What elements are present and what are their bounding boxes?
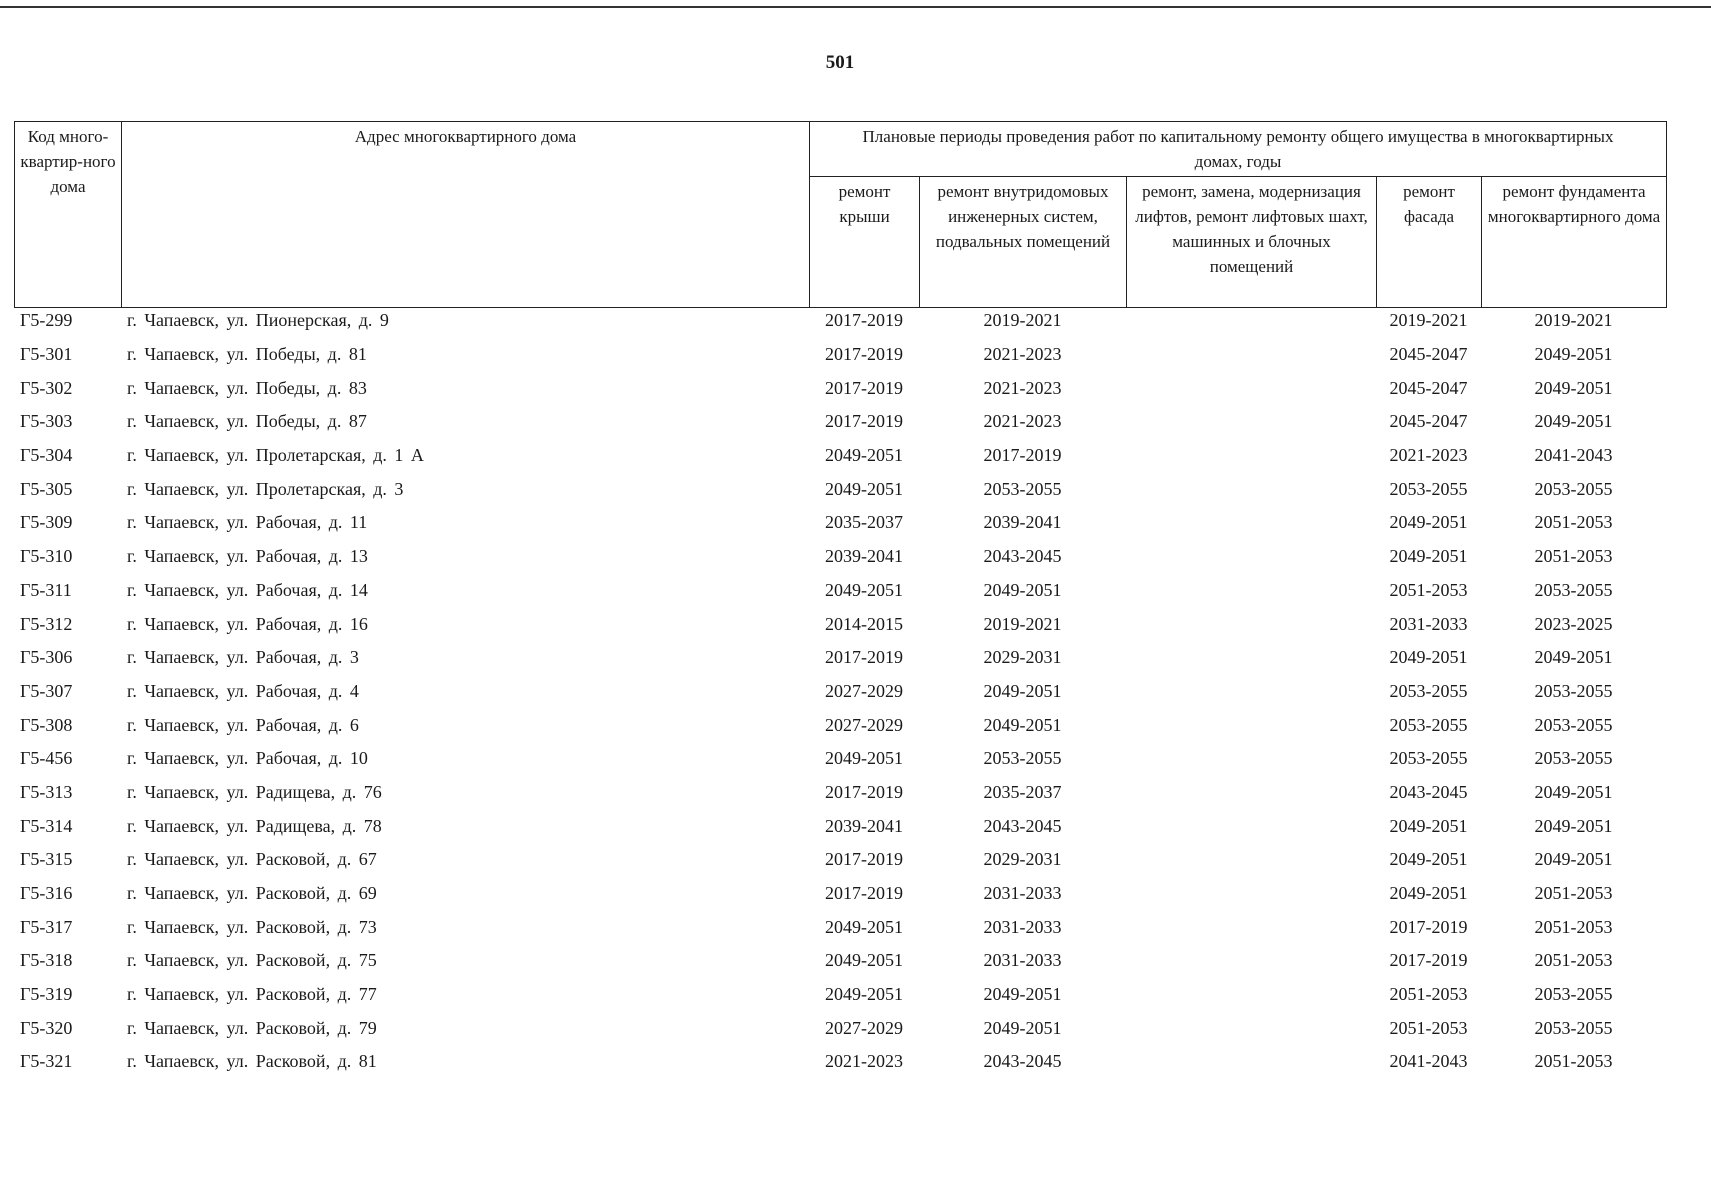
cell-code: Г5-316 xyxy=(20,883,73,904)
cell-address: г. Чапаевск, ул. Рабочая, д. 10 xyxy=(127,748,368,769)
header-systems: ремонт внутридомовых инженерных систем, подвальных помещений xyxy=(920,177,1127,308)
cell-code: Г5-314 xyxy=(20,815,73,836)
header-lifts: ремонт, замена, модернизация лифтов, ремонт лифтовых шахт, машинных и блочных помещений xyxy=(1127,177,1377,308)
cell-facade: 2045-2047 xyxy=(1389,411,1468,432)
cell-address: г. Чапаевск, ул. Рабочая, д. 13 xyxy=(127,546,368,567)
header-address: Адрес многоквартирного дома xyxy=(122,122,810,308)
table-row xyxy=(14,1045,1666,1079)
cell-facade: 2043-2045 xyxy=(1389,781,1468,802)
cell-foundation: 2053-2055 xyxy=(1534,579,1613,600)
cell-facade: 2053-2055 xyxy=(1389,478,1468,499)
table-row xyxy=(14,506,1666,540)
cell-roof: 2017-2019 xyxy=(825,781,903,802)
cell-code: Г5-302 xyxy=(20,377,73,398)
cell-address: г. Чапаевск, ул. Победы, д. 83 xyxy=(127,377,367,398)
cell-facade: 2031-2033 xyxy=(1389,613,1468,634)
cell-foundation: 2051-2053 xyxy=(1534,1051,1613,1072)
table-row xyxy=(14,304,1666,338)
cell-roof: 2049-2051 xyxy=(825,579,903,600)
cell-facade: 2017-2019 xyxy=(1389,916,1468,937)
cell-roof: 2049-2051 xyxy=(825,445,903,466)
cell-code: Г5-306 xyxy=(20,647,73,668)
cell-lifts xyxy=(1126,641,1376,675)
cell-roof: 2017-2019 xyxy=(825,849,903,870)
cell-systems: 2031-2033 xyxy=(983,883,1062,904)
cell-code: Г5-303 xyxy=(20,411,73,432)
cell-facade: 2041-2043 xyxy=(1389,1051,1468,1072)
cell-code: Г5-319 xyxy=(20,984,73,1005)
cell-roof: 2017-2019 xyxy=(825,377,903,398)
cell-lifts xyxy=(1126,371,1376,405)
cell-code: Г5-304 xyxy=(20,445,73,466)
cell-systems: 2021-2023 xyxy=(983,344,1062,365)
cell-facade: 2045-2047 xyxy=(1389,377,1468,398)
page-number: 501 xyxy=(825,52,855,73)
cell-roof: 2027-2029 xyxy=(825,714,903,735)
cell-lifts xyxy=(1126,944,1376,978)
table-row xyxy=(14,776,1666,810)
cell-address: г. Чапаевск, ул. Рабочая, д. 11 xyxy=(127,512,368,533)
cell-address: г. Чапаевск, ул. Радищева, д. 78 xyxy=(127,815,382,836)
cell-code: Г5-305 xyxy=(20,478,73,499)
cell-systems: 2053-2055 xyxy=(983,478,1062,499)
cell-roof: 2017-2019 xyxy=(825,344,903,365)
cell-systems: 2019-2021 xyxy=(983,310,1062,331)
table-row xyxy=(14,405,1666,439)
cell-systems: 2043-2045 xyxy=(983,815,1062,836)
cell-facade: 2053-2055 xyxy=(1389,680,1468,701)
cell-systems: 2035-2037 xyxy=(983,781,1062,802)
cell-code: Г5-321 xyxy=(20,1051,73,1072)
cell-code: Г5-315 xyxy=(20,849,73,870)
cell-address: г. Чапаевск, ул. Пионерская, д. 9 xyxy=(127,310,389,331)
cell-lifts xyxy=(1126,574,1376,608)
cell-code: Г5-307 xyxy=(20,680,73,701)
cell-foundation: 2053-2055 xyxy=(1534,478,1613,499)
cell-foundation: 2053-2055 xyxy=(1534,984,1613,1005)
cell-foundation: 2041-2043 xyxy=(1534,445,1613,466)
cell-facade: 2045-2047 xyxy=(1389,344,1468,365)
cell-foundation: 2019-2021 xyxy=(1534,310,1613,331)
cell-systems: 2017-2019 xyxy=(983,445,1062,466)
cell-foundation: 2051-2053 xyxy=(1534,546,1613,567)
cell-facade: 2049-2051 xyxy=(1389,849,1468,870)
cell-address: г. Чапаевск, ул. Пролетарская, д. 3 xyxy=(127,478,404,499)
table-row xyxy=(14,910,1666,944)
cell-roof: 2049-2051 xyxy=(825,748,903,769)
top-rule xyxy=(0,6,1711,8)
cell-foundation: 2049-2051 xyxy=(1534,411,1613,432)
cell-foundation: 2053-2055 xyxy=(1534,714,1613,735)
cell-address: г. Чапаевск, ул. Расковой, д. 79 xyxy=(127,1017,377,1038)
cell-code: Г5-317 xyxy=(20,916,73,937)
cell-address: г. Чапаевск, ул. Пролетарская, д. 1 А xyxy=(127,445,424,466)
cell-lifts xyxy=(1126,776,1376,810)
header-facade: ремонт фасада xyxy=(1377,177,1482,308)
cell-foundation: 2051-2053 xyxy=(1534,512,1613,533)
cell-roof: 2017-2019 xyxy=(825,310,903,331)
table-row xyxy=(14,944,1666,978)
cell-address: г. Чапаевск, ул. Победы, д. 87 xyxy=(127,411,367,432)
cell-foundation: 2049-2051 xyxy=(1534,377,1613,398)
cell-address: г. Чапаевск, ул. Расковой, д. 81 xyxy=(127,1051,377,1072)
table-row xyxy=(14,607,1666,641)
cell-roof: 2039-2041 xyxy=(825,815,903,836)
cell-facade: 2017-2019 xyxy=(1389,950,1468,971)
cell-systems: 2049-2051 xyxy=(983,984,1062,1005)
cell-systems: 2043-2045 xyxy=(983,1051,1062,1072)
cell-foundation: 2051-2053 xyxy=(1534,883,1613,904)
cell-roof: 2021-2023 xyxy=(825,1051,903,1072)
cell-lifts xyxy=(1126,439,1376,473)
cell-code: Г5-310 xyxy=(20,546,73,567)
cell-lifts xyxy=(1126,338,1376,372)
cell-lifts xyxy=(1126,607,1376,641)
cell-foundation: 2023-2025 xyxy=(1534,613,1613,634)
cell-systems: 2049-2051 xyxy=(983,1017,1062,1038)
cell-lifts xyxy=(1126,708,1376,742)
cell-code: Г5-311 xyxy=(20,579,72,600)
table-body xyxy=(14,304,1666,1079)
cell-lifts xyxy=(1126,978,1376,1012)
cell-address: г. Чапаевск, ул. Радищева, д. 76 xyxy=(127,781,382,802)
cell-facade: 2019-2021 xyxy=(1389,310,1468,331)
cell-foundation: 2049-2051 xyxy=(1534,815,1613,836)
cell-lifts xyxy=(1126,742,1376,776)
header-foundation: ремонт фундамента многоквартирного дома xyxy=(1482,177,1667,308)
cell-code: Г5-308 xyxy=(20,714,73,735)
cell-foundation: 2051-2053 xyxy=(1534,950,1613,971)
cell-code: Г5-320 xyxy=(20,1017,73,1038)
cell-roof: 2027-2029 xyxy=(825,680,903,701)
table-row xyxy=(14,843,1666,877)
cell-lifts xyxy=(1126,1011,1376,1045)
cell-systems: 2029-2031 xyxy=(983,849,1062,870)
cell-address: г. Чапаевск, ул. Расковой, д. 75 xyxy=(127,950,377,971)
table-row xyxy=(14,574,1666,608)
table-row xyxy=(14,1011,1666,1045)
cell-lifts xyxy=(1126,304,1376,338)
cell-foundation: 2051-2053 xyxy=(1534,916,1613,937)
cell-code: Г5-313 xyxy=(20,781,73,802)
cell-address: г. Чапаевск, ул. Расковой, д. 73 xyxy=(127,916,377,937)
table-row xyxy=(14,371,1666,405)
table-row xyxy=(14,877,1666,911)
cell-systems: 2049-2051 xyxy=(983,579,1062,600)
cell-address: г. Чапаевск, ул. Расковой, д. 77 xyxy=(127,984,377,1005)
table-row xyxy=(14,338,1666,372)
cell-systems: 2021-2023 xyxy=(983,411,1062,432)
cell-lifts xyxy=(1126,472,1376,506)
cell-roof: 2017-2019 xyxy=(825,647,903,668)
cell-roof: 2027-2029 xyxy=(825,1017,903,1038)
cell-code: Г5-301 xyxy=(20,344,73,365)
table-row xyxy=(14,472,1666,506)
table-row xyxy=(14,708,1666,742)
cell-facade: 2049-2051 xyxy=(1389,512,1468,533)
cell-foundation: 2053-2055 xyxy=(1534,1017,1613,1038)
cell-facade: 2049-2051 xyxy=(1389,647,1468,668)
cell-address: г. Чапаевск, ул. Рабочая, д. 14 xyxy=(127,579,368,600)
cell-code: Г5-318 xyxy=(20,950,73,971)
cell-facade: 2021-2023 xyxy=(1389,445,1468,466)
cell-systems: 2049-2051 xyxy=(983,714,1062,735)
cell-roof: 2049-2051 xyxy=(825,950,903,971)
cell-foundation: 2049-2051 xyxy=(1534,781,1613,802)
cell-address: г. Чапаевск, ул. Расковой, д. 67 xyxy=(127,849,377,870)
cell-facade: 2051-2053 xyxy=(1389,1017,1468,1038)
cell-lifts xyxy=(1126,877,1376,911)
cell-roof: 2017-2019 xyxy=(825,883,903,904)
cell-foundation: 2049-2051 xyxy=(1534,647,1613,668)
cell-roof: 2049-2051 xyxy=(825,984,903,1005)
table-header xyxy=(14,121,1667,308)
cell-lifts xyxy=(1126,405,1376,439)
cell-foundation: 2049-2051 xyxy=(1534,344,1613,365)
cell-systems: 2031-2033 xyxy=(983,950,1062,971)
header-roof: ремонт крыши xyxy=(810,177,920,308)
cell-systems: 2031-2033 xyxy=(983,916,1062,937)
cell-systems: 2019-2021 xyxy=(983,613,1062,634)
cell-roof: 2039-2041 xyxy=(825,546,903,567)
cell-lifts xyxy=(1126,540,1376,574)
header-code: Код много-квартир-ного дома xyxy=(15,122,122,308)
cell-address: г. Чапаевск, ул. Рабочая, д. 4 xyxy=(127,680,359,701)
table-row xyxy=(14,742,1666,776)
cell-foundation: 2053-2055 xyxy=(1534,680,1613,701)
table-row xyxy=(14,439,1666,473)
cell-address: г. Чапаевск, ул. Победы, д. 81 xyxy=(127,344,367,365)
table-row xyxy=(14,978,1666,1012)
cell-systems: 2039-2041 xyxy=(983,512,1062,533)
cell-roof: 2035-2037 xyxy=(825,512,903,533)
cell-address: г. Чапаевск, ул. Рабочая, д. 3 xyxy=(127,647,359,668)
cell-code: Г5-312 xyxy=(20,613,73,634)
cell-code: Г5-299 xyxy=(20,310,73,331)
cell-systems: 2043-2045 xyxy=(983,546,1062,567)
cell-systems: 2029-2031 xyxy=(983,647,1062,668)
cell-roof: 2014-2015 xyxy=(825,613,903,634)
cell-facade: 2051-2053 xyxy=(1389,984,1468,1005)
cell-lifts xyxy=(1126,675,1376,709)
table-row xyxy=(14,641,1666,675)
cell-address: г. Чапаевск, ул. Расковой, д. 69 xyxy=(127,883,377,904)
cell-foundation: 2049-2051 xyxy=(1534,849,1613,870)
cell-systems: 2049-2051 xyxy=(983,680,1062,701)
cell-foundation: 2053-2055 xyxy=(1534,748,1613,769)
table-row xyxy=(14,540,1666,574)
cell-facade: 2053-2055 xyxy=(1389,714,1468,735)
cell-lifts xyxy=(1126,910,1376,944)
cell-systems: 2021-2023 xyxy=(983,377,1062,398)
cell-code: Г5-456 xyxy=(20,748,73,769)
table-row xyxy=(14,809,1666,843)
cell-facade: 2049-2051 xyxy=(1389,546,1468,567)
cell-facade: 2053-2055 xyxy=(1389,748,1468,769)
cell-lifts xyxy=(1126,843,1376,877)
cell-address: г. Чапаевск, ул. Рабочая, д. 6 xyxy=(127,714,359,735)
header-periods: Плановые периоды проведения работ по капитальному ремонту общего имущества в многоквартирных домах, годы xyxy=(810,122,1667,177)
cell-roof: 2017-2019 xyxy=(825,411,903,432)
cell-facade: 2049-2051 xyxy=(1389,815,1468,836)
cell-roof: 2049-2051 xyxy=(825,916,903,937)
cell-address: г. Чапаевск, ул. Рабочая, д. 16 xyxy=(127,613,368,634)
cell-lifts xyxy=(1126,506,1376,540)
cell-systems: 2053-2055 xyxy=(983,748,1062,769)
cell-code: Г5-309 xyxy=(20,512,73,533)
cell-lifts xyxy=(1126,1045,1376,1079)
cell-facade: 2049-2051 xyxy=(1389,883,1468,904)
cell-lifts xyxy=(1126,809,1376,843)
cell-roof: 2049-2051 xyxy=(825,478,903,499)
table-row xyxy=(14,675,1666,709)
cell-facade: 2051-2053 xyxy=(1389,579,1468,600)
